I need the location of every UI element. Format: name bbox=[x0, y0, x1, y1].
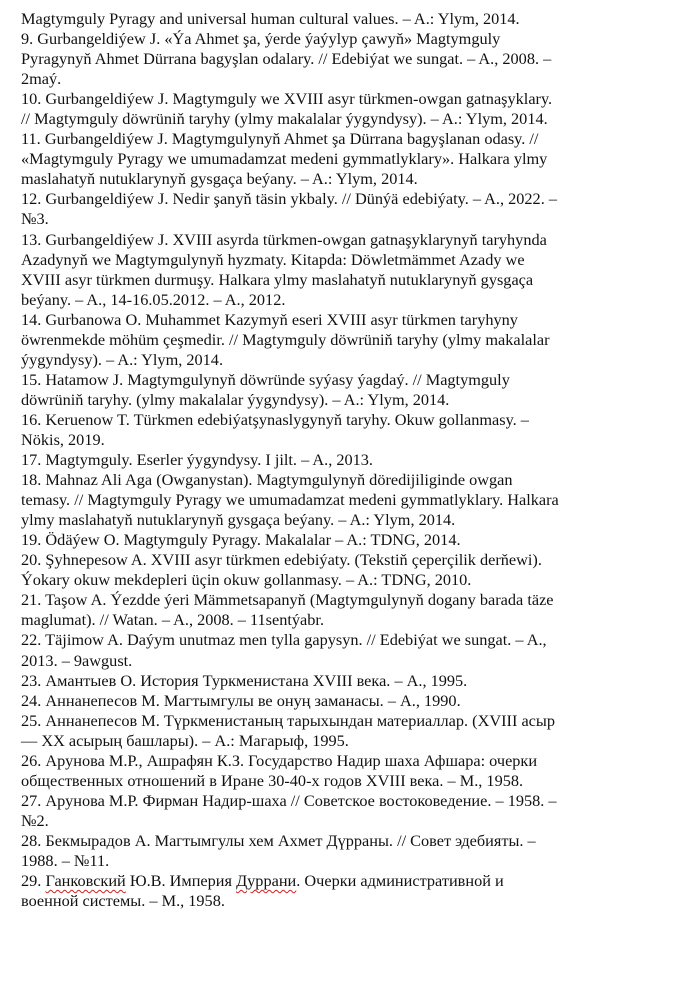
bibliography-line: 26. Арунова М.Р., Ашрафян К.З. Государство Надир шаха Афшара: очерки bbox=[21, 750, 538, 770]
entry-initials: Ю.В. Империя bbox=[125, 871, 237, 891]
bibliography-line: 2013. – 9awgust. bbox=[21, 650, 133, 670]
spellcheck-flagged-word: Дуррани bbox=[236, 871, 297, 891]
bibliography-line: maglumat). // Watan. – A., 2008. – 11sentýabr. bbox=[21, 610, 325, 630]
bibliography-line: 1988. – №11. bbox=[21, 850, 110, 870]
bibliography-line: 21. Taşow A. Ýezdde ýeri Mämmetsapanyň (Magtymgulynyň dogany barada täze bbox=[21, 590, 554, 610]
bibliography-line: ylmy maslahatyň nutuklarynyň gysgaça beýany. – A.: Ylym, 2014. bbox=[21, 510, 456, 530]
bibliography-line: военной системы. – М., 1958. bbox=[21, 891, 225, 911]
bibliography-line: 13. Gurbangeldiýew J. XVIII asyrda türkmen-owgan gatnaşyklarynyň taryhynda bbox=[21, 229, 547, 249]
bibliography-line: №2. bbox=[21, 810, 49, 830]
bibliography-line: Nökis, 2019. bbox=[21, 429, 105, 449]
bibliography-line: 15. Hatamow J. Magtymgulynyň döwründe syýasy ýagdaý. // Magtymguly bbox=[21, 369, 510, 389]
bibliography-line: 16. Keruenow T. Türkmen edebiýatşynaslygynyň taryhy. Okuw gollanmasy. – bbox=[21, 409, 529, 429]
bibliography-line: 25. Аннанепесов М. Түркменистаның тарыхындан материаллар. (XVIII асыр bbox=[21, 710, 555, 730]
bibliography-line: beýany. – A., 14-16.05.2012. – A., 2012. bbox=[21, 289, 286, 309]
bibliography-line: 24. Аннанепесов М. Магтымгулы ве онуң заманасы. – А., 1990. bbox=[21, 690, 461, 710]
bibliography-line: temasy. // Magtymguly Pyragy we umumadamzat medeni gymmatlyklary. Halkara bbox=[21, 490, 559, 510]
bibliography-line: maslahatyň nutuklarynyň gysgaça beýany. – A.: Ylym, 2014. bbox=[21, 169, 418, 189]
bibliography-line: Pyragynyň Ahmet Dürrana bagyşlan odalary. // Edebiýat we sungat. – A., 2008. – bbox=[21, 49, 552, 69]
bibliography-line: 27. Арунова М.Р. Фирман Надир-шаха // Советское востоковедение. – 1958. – bbox=[21, 790, 557, 810]
bibliography-line: XVIII asyr türkmen durmuşy. Halkara ylmy maslahatyň nutuklarynyň gysgaça bbox=[21, 269, 534, 289]
bibliography-line: 12. Gurbangeldiýew J. Nedir şanyň täsin ykbaly. // Dünýä edebiýaty. – A., 2022. – bbox=[21, 189, 557, 209]
bibliography-line: Ýokary okuw mekdepleri üçin okuw gollanmasy. – A.: TDNG, 2010. bbox=[21, 570, 472, 590]
bibliography-line: 14. Gurbanowa O. Muhammet Kazymyň eseri XVIII asyr türkmen taryhyny bbox=[21, 309, 518, 329]
bibliography-line bbox=[21, 871, 676, 891]
entry-number: 29. bbox=[21, 871, 42, 891]
bibliography-line: Azadynyň we Magtymgulynyň hyzmaty. Kitapda: Döwletmämmet Azady we bbox=[21, 249, 525, 269]
bibliography-line: «Magtymguly Pyragy we umumadamzat medeni gymmatlyklary». Halkara ylmy bbox=[21, 149, 548, 169]
spellcheck-flagged-word: Ганковский bbox=[45, 871, 126, 891]
bibliography-line: 28. Бекмырадов А. Магтымгулы хем Ахмет Дүрраны. // Совет эдебияты. – bbox=[21, 830, 536, 850]
bibliography-line: 10. Gurbangeldiýew J. Magtymguly we XVIII asyr türkmen-owgan gatnaşyklary. bbox=[21, 89, 553, 109]
bibliography-line: ýygyndysy). – A.: Ylym, 2014. bbox=[21, 349, 224, 369]
bibliography-line: 19. Ödäýew O. Magtymguly Pyragy. Makalalar – A.: TDNG, 2014. bbox=[21, 530, 461, 550]
bibliography-line: 22. Täjimow A. Daýym unutmaz men tylla gapysyn. // Edebiýat we sungat. – A., bbox=[21, 630, 547, 650]
bibliography-line: 20. Şyhnepesow A. XVIII asyr türkmen edebiýaty. (Tekstiň çeperçilik derňewi). bbox=[21, 550, 542, 570]
bibliography-line: общественных отношений в Иране 30-40-х годов XVIII века. – М., 1958. bbox=[21, 770, 524, 790]
bibliography-line: — XX асырың башлары). – А.: Магарыф, 1995. bbox=[21, 730, 349, 750]
bibliography-line: Magtymguly Pyragy and universal human cultural values. – A.: Ylym, 2014. bbox=[21, 9, 520, 28]
bibliography-list bbox=[21, 9, 676, 871]
bibliography-line: 2maý. bbox=[21, 69, 62, 89]
bibliography-line: // Magtymguly döwrüniň taryhy (ylmy makalalar ýygyndysy). – A.: Ylym, 2014. bbox=[21, 109, 548, 129]
bibliography-line: 9. Gurbangeldiýew J. «Ýa Ahmet şa, ýerde ýaýylyp çawyň» Magtymguly bbox=[21, 29, 501, 49]
bibliography-line: №3. bbox=[21, 209, 49, 229]
bibliography-line: 18. Mahnaz Ali Aga (Owganystan). Magtymgulynyň döredijiliginde owgan bbox=[21, 470, 513, 490]
bibliography-line: öwrenmekde möhüm çeşmedir. // Magtymguly döwrüniň taryhy (ylmy makalalar bbox=[21, 329, 550, 349]
bibliography-line: 23. Амантыев О. История Туркменистана XVIII века. – А., 1995. bbox=[21, 670, 468, 690]
bibliography-line: 11. Gurbangeldiýew J. Magtymgulynyň Ahmet şa Dürrana bagyşlanan odasy. // bbox=[21, 129, 539, 149]
bibliography-line: 17. Magtymguly. Eserler ýygyndysy. I jilt. – A., 2013. bbox=[21, 450, 373, 470]
bibliography-line: döwrüniň taryhy. (ylmy makalalar ýygyndysy). – A.: Ylym, 2014. bbox=[21, 389, 450, 409]
entry-rest: . Очерки административной и bbox=[296, 871, 504, 891]
